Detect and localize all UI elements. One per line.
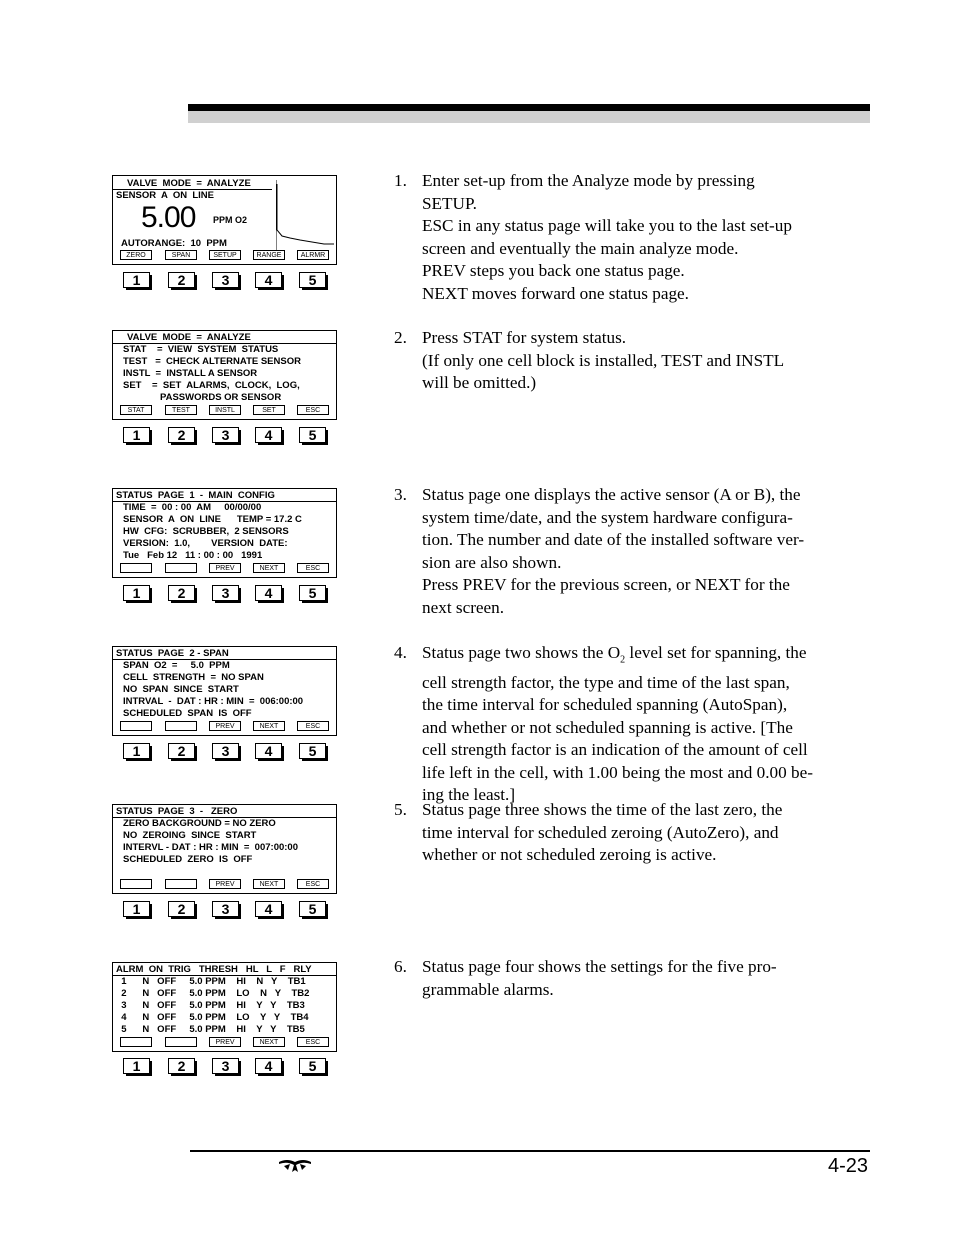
key-1[interactable]: 1 (123, 901, 150, 917)
key-row (123, 1058, 333, 1074)
softkey-next[interactable]: NEXT (253, 563, 285, 573)
lcd-line: Tue Feb 12 11 : 00 : 00 1991 (123, 550, 263, 561)
key-4[interactable]: 4 (255, 1058, 282, 1074)
softkey-range[interactable]: RANGE (253, 250, 285, 260)
step-text-line: grammable alarms. (422, 979, 554, 999)
key-row (123, 585, 333, 601)
key-4[interactable]: 4 (255, 272, 282, 288)
step-5 (394, 799, 854, 867)
alarm-row: 2 N OFF 5.0 PPM LO N Y TB2 (116, 988, 310, 999)
key-row (123, 901, 333, 917)
step-text-fragment: level set for spanning, the (625, 643, 807, 662)
step-text-line: Press STAT for system status. (422, 328, 627, 347)
subscript: 2 (620, 654, 626, 666)
key-2[interactable]: 2 (168, 1058, 195, 1074)
key-2[interactable]: 2 (168, 427, 195, 443)
step-text-line: tion. The number and date of the installed software ver- (422, 530, 805, 549)
softkey-stat[interactable]: STAT (120, 405, 152, 415)
lcd-line: SCHEDULED ZERO IS OFF (123, 854, 253, 865)
softkey-alrmr[interactable]: ALRMR (297, 250, 329, 260)
softkey-row (113, 563, 336, 575)
softkey-span[interactable]: SPAN (165, 250, 197, 260)
softkey-next[interactable]: NEXT (253, 1037, 285, 1047)
lcd-line: TIME = 00 : 00 AM 00/00/00 (123, 502, 262, 513)
softkey-blank[interactable] (165, 879, 197, 889)
step-text-line: Press PREV for the previous screen, or NEXT for the (422, 575, 790, 594)
key-3[interactable]: 3 (212, 427, 239, 443)
softkey-blank[interactable] (165, 563, 197, 573)
key-1[interactable]: 1 (123, 1058, 150, 1074)
step-text-line: sion are also shown. (422, 552, 562, 572)
lcd-line: ALRM ON TRIG THRESH HL L F RLY (116, 964, 312, 975)
lcd-line: CELL STRENGTH = NO SPAN (123, 672, 264, 683)
lcd-line: PASSWORDS OR SENSOR (123, 392, 282, 403)
softkey-zero[interactable]: ZERO (120, 250, 152, 260)
lcd-status-page-1 (112, 488, 337, 578)
header-shade-bar (188, 111, 870, 123)
lcd-line: INTERVL - DAT : HR : MIN = 007:00:00 (123, 842, 298, 853)
key-row (123, 743, 333, 759)
lcd-line: SENSOR A ON LINE (116, 190, 215, 201)
alarm-row: 3 N OFF 5.0 PPM HI Y Y TB3 (116, 1000, 305, 1011)
lcd-line: AUTORANGE: 10 PPM (121, 238, 227, 249)
concentration-unit: PPM O2 (213, 215, 248, 225)
softkey-row (113, 879, 336, 891)
lcd-line: HW CFG: SCRUBBER, 2 SENSORS (123, 526, 289, 537)
key-2[interactable]: 2 (168, 272, 195, 288)
key-2[interactable]: 2 (168, 901, 195, 917)
lcd-line: SENSOR A ON LINE TEMP = 17.2 C (123, 514, 302, 525)
step-1 (394, 170, 854, 305)
softkey-test[interactable]: TEST (165, 405, 197, 415)
lcd-line: SET = SET ALARMS, CLOCK, LOG, (123, 380, 300, 391)
key-1[interactable]: 1 (123, 585, 150, 601)
softkey-esc[interactable]: ESC (297, 879, 329, 889)
key-5[interactable]: 5 (299, 743, 326, 759)
step-text-line: system time/date, and the system hardware configura- (422, 507, 793, 527)
step-text-line: and whether or not scheduled spanning is active. [The (422, 717, 793, 737)
alarm-row: 1 N OFF 5.0 PPM HI N Y TB1 (116, 976, 306, 987)
lcd-status-page-4-alarms (112, 962, 337, 1052)
company-logo-icon (278, 1158, 312, 1174)
step-text-line: NEXT moves forward one status page. (422, 283, 689, 303)
key-3[interactable]: 3 (212, 585, 239, 601)
step-text-line: will be omitted.) (422, 373, 537, 392)
lcd-line: TEST = CHECK ALTERNATE SENSOR (123, 356, 301, 367)
key-3[interactable]: 3 (212, 901, 239, 917)
step-4 (394, 642, 854, 807)
softkey-setup[interactable]: SETUP (209, 250, 241, 260)
key-row (123, 427, 333, 443)
softkey-row (113, 405, 336, 417)
softkey-prev[interactable]: PREV (209, 563, 241, 573)
step-text-line: time interval for scheduled zeroing (AutoZero), and (422, 822, 779, 842)
step-text-line: cell strength factor, the type and time of the last span, (422, 672, 790, 692)
softkey-esc[interactable]: ESC (297, 563, 329, 573)
softkey-blank[interactable] (165, 721, 197, 731)
alarm-row: 5 N OFF 5.0 PPM HI Y Y TB5 (116, 1024, 305, 1035)
softkey-set[interactable]: SET (253, 405, 285, 415)
lcd-analyze-screen (112, 175, 337, 265)
step-number: 2. (394, 328, 407, 347)
lcd-line: INSTL = INSTALL A SENSOR (123, 368, 258, 379)
header-rule (188, 104, 870, 111)
step-text-line: Status page four shows the settings for the five pro- (422, 957, 777, 976)
key-4[interactable]: 4 (255, 585, 282, 601)
step-text-line: screen and eventually the main analyze mode. (422, 238, 739, 258)
lcd-line: STATUS PAGE 1 - MAIN CONFIG (116, 490, 275, 501)
step-text-line: whether or not scheduled zeroing is active. (422, 845, 717, 864)
step-text-fragment: Status page two shows the O (422, 643, 621, 662)
lcd-line: VALVE MODE = ANALYZE (127, 332, 251, 343)
step-text-line: ing the least.] (422, 785, 516, 805)
step-text-line: PREV steps you back one status page. (422, 261, 685, 280)
key-3[interactable]: 3 (212, 1058, 239, 1074)
softkey-esc[interactable]: ESC (297, 1037, 329, 1047)
key-4[interactable]: 4 (255, 427, 282, 443)
step-text-line: Status page three shows the time of the last zero, the (422, 800, 783, 819)
key-row (123, 272, 333, 288)
softkey-blank[interactable] (120, 563, 152, 573)
lcd-line: STATUS PAGE 2 - SPAN (116, 648, 229, 659)
step-3 (394, 484, 854, 619)
concentration-reading: 5.00 (141, 201, 196, 234)
lcd-status-page-3 (112, 804, 337, 894)
lcd-line: INTRVAL - DAT : HR : MIN = 006:00:00 (123, 696, 304, 707)
alarm-row: 4 N OFF 5.0 PPM LO Y Y TB4 (116, 1012, 309, 1023)
key-2[interactable]: 2 (168, 743, 195, 759)
key-2[interactable]: 2 (168, 585, 195, 601)
step-number: 3. (394, 485, 407, 504)
softkey-row (113, 250, 336, 262)
step-text-line: life left in the cell, with 1.00 being the most and 0.00 be- (422, 762, 813, 782)
softkey-instl[interactable]: INSTL (209, 405, 241, 415)
key-3[interactable]: 3 (212, 743, 239, 759)
softkey-esc[interactable]: ESC (297, 721, 329, 731)
lcd-line: NO SPAN SINCE START (123, 684, 239, 695)
lcd-status-page-2 (112, 646, 337, 736)
softkey-next[interactable]: NEXT (253, 721, 285, 731)
step-text-line: Status page one displays the active sensor (A or B), the (422, 485, 801, 504)
softkey-prev[interactable]: PREV (209, 879, 241, 889)
softkey-prev[interactable]: PREV (209, 1037, 241, 1047)
softkey-next[interactable]: NEXT (253, 879, 285, 889)
step-number: 6. (394, 957, 407, 976)
softkey-prev[interactable]: PREV (209, 721, 241, 731)
softkey-esc[interactable]: ESC (297, 405, 329, 415)
step-text-line: the time interval for scheduled spanning (AutoSpan), (422, 695, 788, 715)
key-5[interactable]: 5 (299, 427, 326, 443)
step-text-line: ESC in any status page will take you to the last set-up (422, 216, 792, 235)
softkey-blank[interactable] (120, 1037, 152, 1047)
step-text-line: SETUP. (422, 193, 477, 213)
key-4[interactable]: 4 (255, 743, 282, 759)
softkey-row (113, 1037, 336, 1049)
softkey-row (113, 721, 336, 733)
footer-rule (190, 1150, 870, 1152)
softkey-blank[interactable] (120, 879, 152, 889)
key-1[interactable]: 1 (123, 272, 150, 288)
key-4[interactable]: 4 (255, 901, 282, 917)
lcd-line: ZERO BACKGROUND = NO ZERO (123, 818, 276, 829)
step-text-line: cell strength factor is an indication of the amount of cell (422, 740, 808, 760)
trend-graph (276, 180, 336, 250)
step-2 (394, 327, 854, 395)
key-3[interactable]: 3 (212, 272, 239, 288)
page-number: 4-23 (827, 1155, 868, 1177)
lcd-line: SCHEDULED SPAN IS OFF (123, 708, 252, 719)
lcd-line: SPAN O2 = 5.0 PPM (123, 660, 230, 671)
step-text-line: (If only one cell block is installed, TEST and INSTL (422, 350, 785, 370)
step-number: 4. (394, 643, 407, 662)
step-number: 5. (394, 800, 407, 819)
key-5[interactable]: 5 (299, 1058, 326, 1074)
lcd-line: NO ZEROING SINCE START (123, 830, 257, 841)
softkey-blank[interactable] (120, 721, 152, 731)
softkey-blank[interactable] (165, 1037, 197, 1047)
key-1[interactable]: 1 (123, 427, 150, 443)
lcd-line: VERSION: 1.0, VERSION DATE: (123, 538, 288, 549)
step-number: 1. (394, 171, 407, 190)
lcd-line: VALVE MODE = ANALYZE (127, 178, 251, 189)
lcd-line: STATUS PAGE 3 - ZERO (116, 806, 238, 817)
lcd-line: STAT = VIEW SYSTEM STATUS (123, 344, 279, 355)
key-5[interactable]: 5 (299, 272, 326, 288)
lcd-setup-menu-screen (112, 330, 337, 420)
step-text-line: Enter set-up from the Analyze mode by pressing (422, 171, 755, 190)
step-text-line: next screen. (422, 597, 505, 617)
step-6 (394, 956, 854, 1001)
key-1[interactable]: 1 (123, 743, 150, 759)
key-5[interactable]: 5 (299, 901, 326, 917)
key-5[interactable]: 5 (299, 585, 326, 601)
